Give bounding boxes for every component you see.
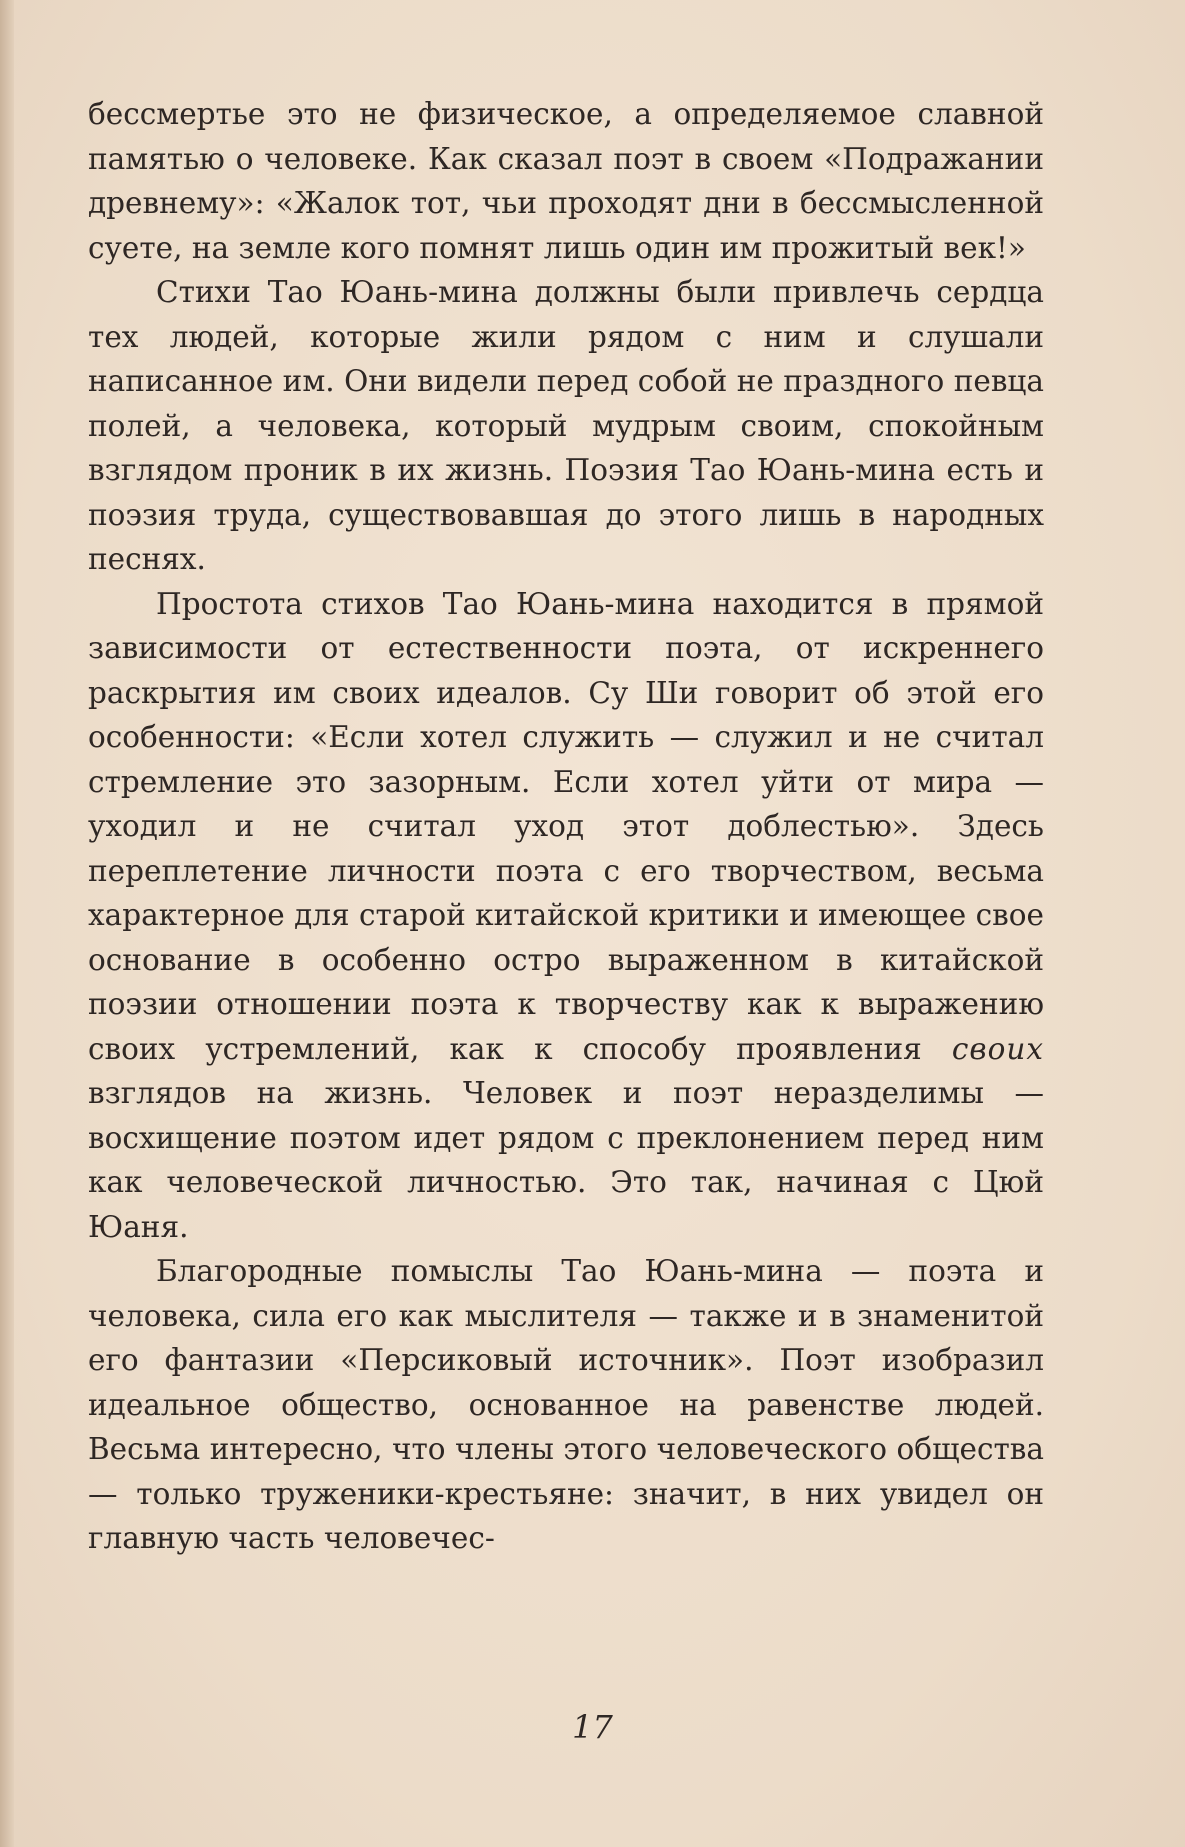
paragraph-1	[88, 92, 1044, 270]
page-spine-edge	[0, 0, 14, 1847]
paragraph-4-text: Благородные помыслы Тао Юань-мина — поэта и человека, сила его как мыслителя — также и в знаменитой его фантазии «Персиковый источник». Поэт изобразил идеальное общество, основанное на равенстве людей. Весьма интересно, что члены этого человеческого общества — только труженики-крестьяне: значит, в них увидел он главную часть человечес-	[88, 1254, 1044, 1555]
page-number: 17	[572, 1708, 613, 1746]
paragraph-1-text: бессмертье это не физическое, а определяемое славной памятью о человеке. Как сказал поэт в своем «Подражании древнему»: «Жалок тот, чьи проходят дни в бессмысленной суете, на земле кого помнят лишь один им прожитый век!»	[88, 97, 1044, 265]
paragraph-2	[88, 270, 1044, 582]
paragraph-3	[88, 582, 1044, 1250]
paragraph-2-text: Стихи Тао Юань-мина должны были привлечь сердца тех людей, которые жили рядом с ним и слушали написанное им. Они видели перед собой не праздного певца полей, а человека, который мудрым своим, спокойным взглядом проник в их жизнь. Поэзия Тао Юань-мина есть и поэзия труда, существовавшая до этого лишь в народных песнях.	[88, 275, 1044, 576]
paragraph-4	[88, 1249, 1044, 1561]
paragraph-3-emphasis: своих	[951, 1031, 1044, 1066]
paragraph-3-text-after: взглядов на жизнь. Человек и поэт неразделимы — восхищение поэтом идет рядом с преклонением перед ним как человеческой личностью. Это так, начиная с Цюй Юаня.	[88, 1076, 1044, 1244]
body-text	[88, 92, 1044, 1561]
paragraph-3-text: Простота стихов Тао Юань-мина находится в прямой зависимости от естественности поэта, от искреннего раскрытия им своих идеалов. Су Ши говорит об этой его особенности: «Если хотел служить — служил и не считал стремление это зазорным. Если хотел уйти от мира — уходил и не считал уход этот доблестью». Здесь переплетение личности поэта с его творчеством, весьма характерное для старой китайской критики и имеющее свое основание в особенно остро выраженном в китайской поэзии отношении поэта к творчеству как к выражению своих устремлений, как к способу проявления	[88, 586, 1044, 1066]
